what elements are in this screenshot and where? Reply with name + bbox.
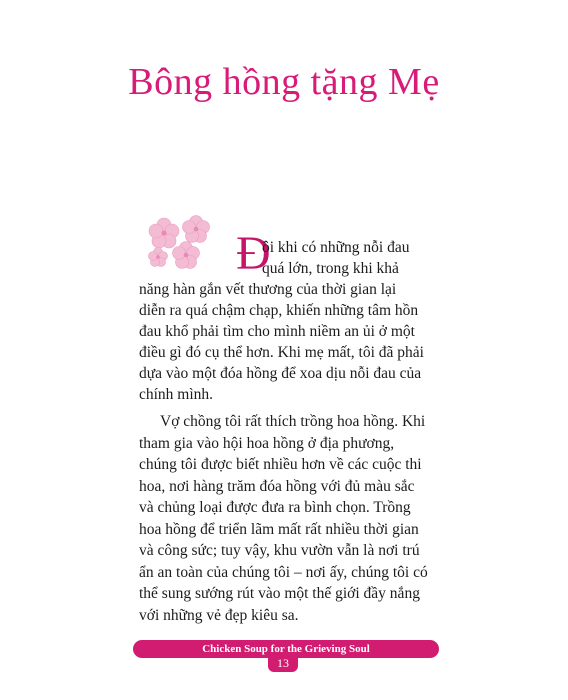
chapter-title: Bông hồng tặng Mẹ bbox=[128, 61, 440, 103]
body-line: với những vẻ đẹp kiêu sa. bbox=[139, 606, 299, 624]
body-line: quá lớn, trong khi khả bbox=[262, 260, 399, 277]
body-line: năng hàn gắn vết thương của thời gian lại bbox=[139, 281, 397, 298]
flower-cluster-icon bbox=[146, 213, 216, 271]
body-line: tham gia vào hội hoa hồng ở địa phương, bbox=[139, 434, 395, 452]
body-line: và chủng loại được đưa ra bình chọn. Trồng bbox=[139, 499, 411, 516]
body-line: hoa, nơi hàng trăm đóa hồng với đủ màu sắc bbox=[139, 477, 415, 495]
body-line: diễn ra quá chậm chạp, khiến những tâm hồn bbox=[139, 302, 419, 319]
body-line: Vợ chồng tôi rất thích trồng hoa hồng. Khi bbox=[160, 413, 426, 430]
body-line: điều gì đó cụ thể hơn. Khi mẹ mất, tôi đã phải bbox=[139, 344, 424, 361]
body-line: và công sức; tuy vậy, khu vườn vẫn là nơi trú bbox=[139, 542, 420, 559]
body-line: ẩn an toàn của chúng tôi – nơi ấy, chúng tôi có bbox=[139, 563, 428, 581]
body-line: ôi khi có những nỗi đau bbox=[262, 239, 410, 256]
drop-cap: Đ bbox=[236, 227, 271, 280]
page-number: 13 bbox=[277, 656, 289, 670]
body-line: thể sung sướng rút vào một thế giới đầy nắng bbox=[139, 585, 420, 602]
body-line: chính mình. bbox=[139, 386, 214, 403]
body-line: hoa hồng để triển lãm mất rất nhiều thời gian bbox=[139, 520, 419, 538]
body-line: đau khổ phải tìm cho mình niềm an ủi ở một bbox=[139, 323, 415, 340]
footer-book-title: Chicken Soup for the Grieving Soul bbox=[202, 643, 370, 655]
body-line: chúng tôi được biết nhiều hơn về các cuộc thi bbox=[139, 456, 422, 473]
body-line: dựa vào một đóa hồng để xoa dịu nỗi đau của bbox=[139, 365, 422, 382]
